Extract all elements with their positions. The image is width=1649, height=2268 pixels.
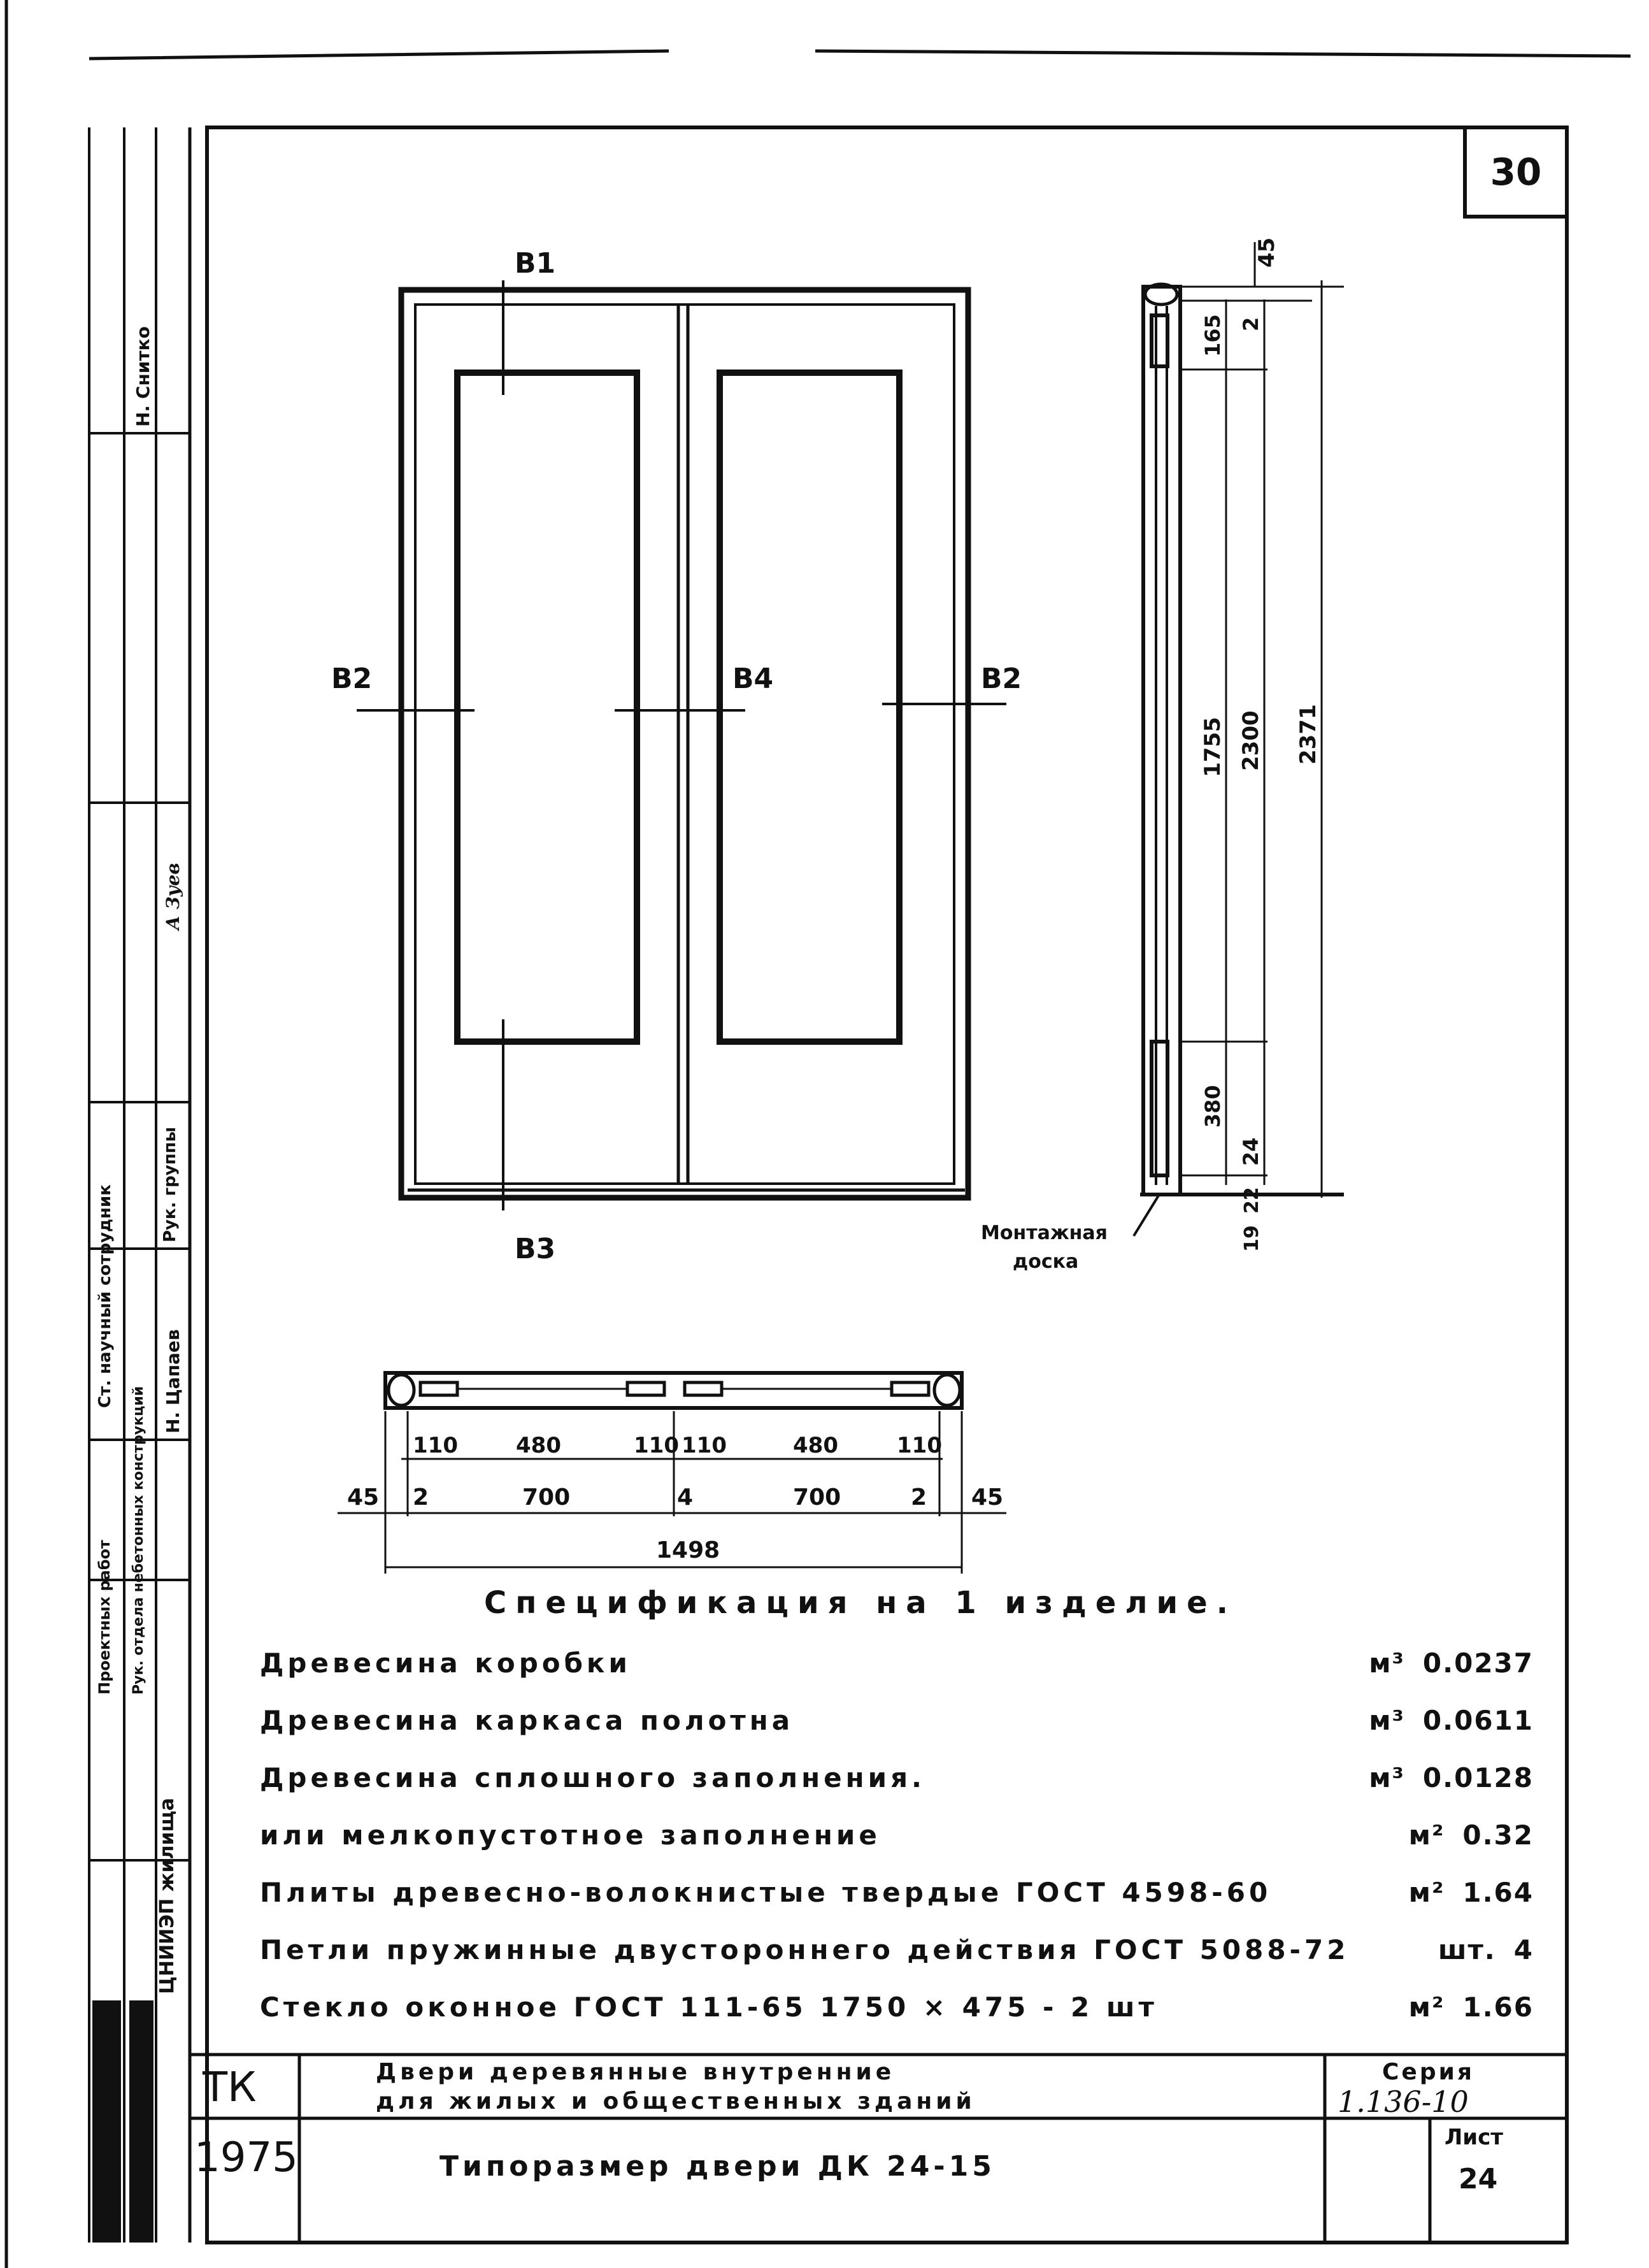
spec-row-unit: м²	[1408, 1876, 1445, 1908]
note-montazhnaya: Монтажная	[981, 1222, 1108, 1244]
section-label-b2-right: В2	[981, 663, 1022, 695]
dim-22: 22	[1241, 1187, 1263, 1214]
sheet-label: Лист	[1445, 2125, 1503, 2150]
spec-row	[260, 1812, 1534, 1857]
spec-row-value: 0.32	[1462, 1819, 1534, 1851]
door-inner-frame	[415, 305, 954, 1184]
plan-dim-110-c: 110	[682, 1433, 727, 1458]
left-leaf-glazing-opening	[457, 373, 637, 1042]
side-dept-head: Рук. отдела небетонных конструкций	[131, 1386, 146, 1695]
door-outer-frame	[401, 290, 968, 1198]
spec-row-value: 1.64	[1462, 1876, 1534, 1908]
dim-2300: 2300	[1238, 710, 1264, 771]
title-block-year: 1975	[194, 2134, 298, 2181]
door-front-view	[401, 290, 968, 1198]
dim-24: 24	[1239, 1137, 1263, 1166]
spec-row-value: 4	[1513, 1934, 1534, 1965]
page-number: 30	[1490, 150, 1542, 194]
plan-dim-2-right: 2	[911, 1484, 927, 1511]
plan-dim-110-b: 110	[634, 1433, 679, 1458]
plan-dim-2-left: 2	[413, 1484, 429, 1511]
dim-2371: 2371	[1296, 704, 1321, 764]
spec-row-value: 0.0611	[1422, 1704, 1534, 1736]
plan-dim-700-b: 700	[793, 1484, 841, 1511]
plan-dim-480-b: 480	[793, 1433, 838, 1458]
spec-row	[260, 1927, 1534, 1972]
spec-row	[260, 1698, 1534, 1742]
series-value: 1.136-10	[1338, 2085, 1469, 2119]
title-block-subtitle: Типоразмер двери ДК 24-15	[439, 2150, 996, 2183]
spec-row-unit: м²	[1408, 1991, 1445, 2023]
spec-row-unit: шт.	[1438, 1934, 1496, 1965]
spec-row-value: 1.66	[1462, 1991, 1534, 2023]
sheet-number: 24	[1459, 2163, 1498, 2195]
spec-row-unit: м³	[1369, 1762, 1405, 1793]
section-label-b4: В4	[732, 663, 774, 695]
dim-45-top: 45	[1254, 237, 1280, 268]
spec-row	[260, 1984, 1534, 2029]
spec-row-unit: м³	[1369, 1647, 1405, 1679]
dim-1755: 1755	[1200, 717, 1225, 777]
plan-dim-total: 1498	[656, 1537, 720, 1563]
spec-row	[260, 1640, 1534, 1685]
spec-row	[260, 1755, 1534, 1800]
side-name-snitko: Н. Снитко	[132, 326, 153, 427]
side-dept-design: Проектных работ	[96, 1540, 113, 1695]
plan-dim-110-a: 110	[413, 1433, 458, 1458]
plan-dim-700-a: 700	[522, 1484, 571, 1511]
spec-row-name: Древесина сплошного заполнения.	[260, 1762, 926, 1793]
side-name-tsapaev: Н. Цапаев	[162, 1329, 183, 1433]
plan-dim-110-d: 110	[897, 1433, 942, 1458]
plan-dim-480-a: 480	[516, 1433, 561, 1458]
spec-row-unit: м²	[1408, 1819, 1445, 1851]
spec-title: Спецификация на 1 изделие.	[484, 1585, 1237, 1621]
plan-dim-45-left: 45	[347, 1484, 380, 1511]
dim-2: 2	[1239, 317, 1263, 331]
right-leaf-glazing-opening	[720, 373, 899, 1042]
spec-row-name: Древесина коробки	[260, 1647, 631, 1679]
door-plan-view	[385, 1373, 962, 1408]
side-role-researcher: Ст. научный сотрудник	[96, 1184, 115, 1408]
dim-165: 165	[1201, 314, 1225, 357]
side-name-zuev: А Зуев	[162, 863, 183, 930]
spec-row-unit: м³	[1369, 1704, 1405, 1736]
spec-row-name: Стекло оконное ГОСТ 111-65 1750 × 475 - 2 шт	[260, 1991, 1158, 2023]
title-block-code: ТК	[203, 2064, 257, 2111]
section-label-b2-left: В2	[331, 663, 373, 695]
org-stamp-text: ЦНИИЭП жилища	[156, 1798, 178, 1994]
spec-row-name: Плиты древесно-волокнистые твердые ГОСТ 4598-60	[260, 1876, 1272, 1908]
dim-380: 380	[1201, 1085, 1225, 1128]
spec-row-name: Петли пружинные двустороннего действия ГОСТ 5088-72	[260, 1934, 1350, 1965]
dim-19: 19	[1241, 1225, 1263, 1252]
title-block-title-line2: для жилых и общественных зданий	[376, 2088, 976, 2114]
series-label: Серия	[1382, 2059, 1474, 2085]
note-doska: доска	[1013, 1251, 1079, 1273]
section-label-b1: В1	[515, 247, 556, 280]
spec-row-value: 0.0237	[1422, 1647, 1534, 1679]
spec-row-value: 0.0128	[1422, 1762, 1534, 1793]
spec-row-name: Древесина каркаса полотна	[260, 1704, 794, 1736]
spec-row-name: или мелкопустотное заполнение	[260, 1819, 881, 1851]
section-label-b3: В3	[515, 1233, 556, 1265]
side-role-group-lead: Рук. группы	[161, 1126, 180, 1242]
spec-row	[260, 1870, 1534, 1914]
plan-dim-4: 4	[677, 1484, 694, 1511]
title-block-title-line1: Двери деревянные внутренние	[376, 2059, 896, 2085]
note-leader	[1134, 1195, 1159, 1236]
plan-dim-45-right: 45	[971, 1484, 1004, 1511]
